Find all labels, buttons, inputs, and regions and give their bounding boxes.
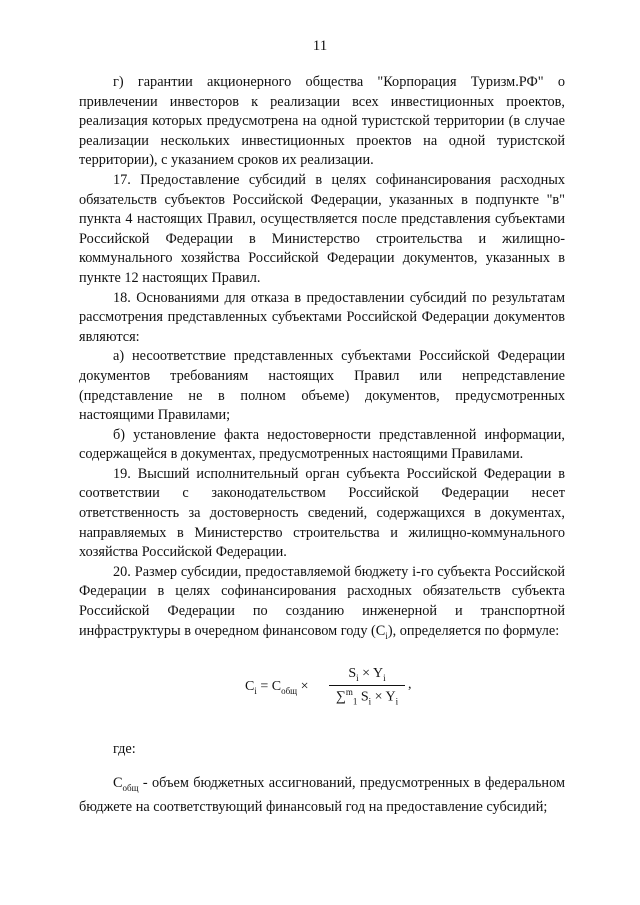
den-sum-sup: m — [345, 686, 353, 697]
definition-symbol: C — [113, 774, 123, 791]
paragraph-20-text-after: ), определяется по формуле: — [387, 622, 560, 639]
definition-symbol-sub: общ — [122, 782, 139, 793]
paragraph-guarantees: г) гарантии акционерного общества "Корпорация Туризм.РФ" о привлечении инвесторов к реализации всех инвестиционных проектов, реализация которых предусмотрена на одной туристской территории (в случае реализации нескольких инвестиционных проектов на одной туристской территории), с указанием сроков их реализации. — [79, 74, 565, 169]
den-sum: ∑ — [335, 689, 346, 705]
paragraph-20-subscript: i — [385, 630, 388, 641]
num-s: S — [348, 666, 357, 682]
definition-text: - объем бюджетных ассигнований, предусмотренных в федеральном бюджете на соответствующий финансовый год на предоставление субсидий; — [79, 774, 565, 816]
subsidy-formula — [79, 658, 565, 722]
where-label: где: — [113, 741, 136, 758]
page-number: 11 — [312, 38, 328, 54]
formula-fraction — [329, 666, 405, 706]
paragraph-18b: б) установление факта недостоверности представленной информации, содержащейся в документах, предусмотренных настоящими Правилами. — [79, 426, 565, 463]
den-sum-sub: 1 — [352, 696, 358, 707]
formula-times: × — [297, 679, 309, 695]
paragraph-18: 18. Основаниями для отказа в предоставлении субсидий по результатам рассмотрения представленных субъектами Российской Федерации документов являются: — [79, 289, 565, 345]
den-times: × Y — [371, 689, 396, 705]
num-times: × Y — [358, 666, 384, 682]
paragraph-20-text-before: 20. Размер субсидии, предоставляемой бюджету i-го субъекта Российской Федерации в целях софинансирования расходных обязательств субъекта Российской Федерации по созданию инженерной и транспортной инфраструктуры в очередном финансовом году (C — [79, 563, 565, 639]
paragraph-20 — [79, 563, 565, 646]
formula-lhs — [245, 679, 309, 696]
definition-c-total — [79, 774, 565, 818]
den-s-sub: i — [368, 696, 372, 707]
document-body — [79, 73, 565, 818]
paragraph-18a: а) несоответствие представленных субъектами Российской Федерации документов требованиям настоящих Правил или непредставление (представление не в полном объеме) документов, предусмотренных настоящими Правилами; — [79, 348, 565, 424]
paragraph-19: 19. Высший исполнительный орган субъекта Российской Федерации в соответствии с законодательством Российской Федерации несет ответственность за достоверность сведений, содержащихся в документах, направляемых в Министерство строительства и жилищно-коммунального хозяйства Российской Федерации. — [79, 465, 565, 561]
formula-c-sub: i — [254, 685, 257, 696]
formula-total-sub: общ — [281, 685, 298, 696]
formula-eq: = C — [256, 679, 282, 695]
den-s: S — [357, 689, 369, 705]
den-y-sub: i — [395, 696, 399, 707]
num-y-sub: i — [383, 672, 386, 683]
formula-comma: , — [408, 677, 412, 693]
formula-denominator — [329, 686, 405, 706]
paragraph-17: 17. Предоставление субсидий в целях софинансирования расходных обязательств субъектов Российской Федерации, указанных в подпункте "в" пункта 4 настоящих Правил, осуществляется после представления субъектами Российской Федерации в Министерство строительства и жилищно-коммунального хозяйства Российской Федерации документов, указанных в пункте 12 настоящих Правил. — [79, 171, 565, 286]
formula-c: C — [245, 679, 255, 695]
formula-numerator — [329, 666, 405, 686]
num-s-sub: i — [356, 672, 359, 683]
